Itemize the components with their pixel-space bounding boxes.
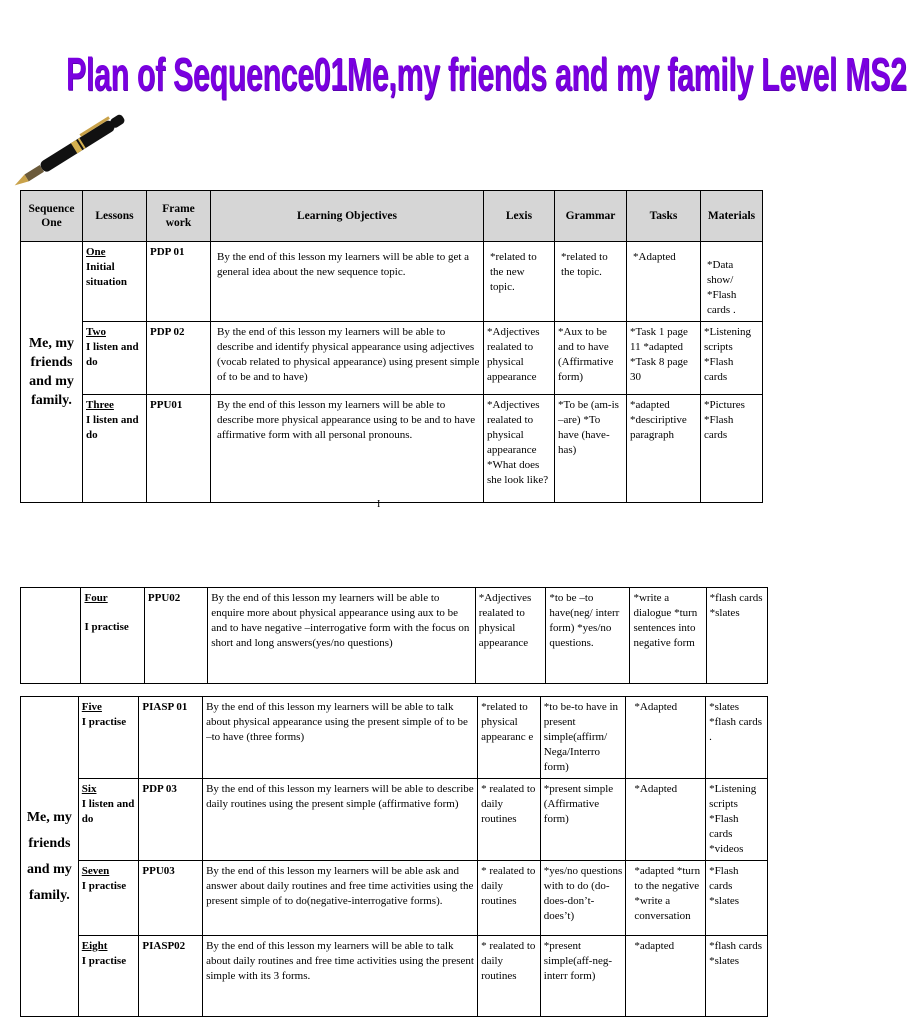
header-materials: Materials xyxy=(701,191,763,242)
table-row xyxy=(21,588,768,684)
framework-cell: PIASP02 xyxy=(139,936,203,1017)
table-row xyxy=(21,779,768,861)
materials-cell: *Listening scripts *Flash cards *videos xyxy=(706,779,768,861)
materials-cell: *flash cards *slates xyxy=(706,936,768,1017)
materials-cell: *Flash cards *slates xyxy=(706,861,768,936)
fountain-pen-icon xyxy=(14,104,142,190)
tasks-cell: *Task 1 page 11 *adapted *Task 8 page 30 xyxy=(627,322,701,395)
objective-cell: By the end of this lesson my learners will be able to talk about daily routines and free time activities using the present simple with its 3 forms. xyxy=(203,936,478,1017)
materials-cell: *Data show/ *Flash cards . xyxy=(701,242,763,322)
lesson-cell xyxy=(78,861,139,936)
lexis-cell: * realated to daily routines xyxy=(478,936,541,1017)
lesson-cell xyxy=(83,395,147,503)
materials-cell: *slates *flash cards . xyxy=(706,697,768,779)
lesson-number: Seven xyxy=(81,865,110,877)
lesson-title: I listen and do xyxy=(86,414,139,441)
tasks-cell: *Adapted xyxy=(626,697,706,779)
lesson-title: I listen and do xyxy=(86,341,139,368)
grammar-cell: *related to the topic. xyxy=(555,242,627,322)
grammar-cell: *To be (am-is –are) *To have (have-has) xyxy=(555,395,627,503)
grammar-cell: *to be-to have in present simple(affirm/ Nega/Interro form) xyxy=(540,697,626,779)
grammar-cell: *Aux to be and to have (Affirmative form) xyxy=(555,322,627,395)
materials-cell: *flash cards *slates xyxy=(706,588,767,684)
lesson-number: One xyxy=(86,246,106,258)
lesson-title: Initial situation xyxy=(86,261,127,288)
table-row xyxy=(21,936,768,1017)
header-tasks: Tasks xyxy=(627,191,701,242)
lesson-cell xyxy=(78,697,139,779)
table-row xyxy=(21,322,763,395)
tasks-cell: *write a dialogue *turn sentences into negative form xyxy=(630,588,706,684)
lesson-cell xyxy=(78,779,139,861)
objective-cell: By the end of this lesson my learners will be able ask and answer about daily routines and free time activities using the present simple of to do(negative-interrogative forms). xyxy=(203,861,478,936)
lexis-cell: *related to physical appearanc e xyxy=(478,697,541,779)
framework-cell: PIASP 01 xyxy=(139,697,203,779)
lesson-title: I listen and do xyxy=(81,798,135,825)
lesson-number: Two xyxy=(86,326,106,338)
lesson-cell xyxy=(81,588,144,684)
page-title: Plan of Sequence01Me,my friends and my family Level MS2 xyxy=(66,48,907,100)
objective-cell: By the end of this lesson my learners will be able to talk about physical appearance using the present simple of to be –to have (three forms) xyxy=(203,697,478,779)
lexis-cell: * realated to daily routines xyxy=(478,779,541,861)
table-row xyxy=(21,395,763,503)
lesson-plan-table-3 xyxy=(20,696,768,1017)
sequence-label: Me, my friends and my family. xyxy=(21,242,83,503)
materials-cell: *Pictures *Flash cards xyxy=(701,395,763,503)
lesson-number: Three xyxy=(86,399,114,411)
lexis-cell: *Adjectives realated to physical appearance *What does she look like? xyxy=(484,395,555,503)
page-marker: I xyxy=(377,499,381,510)
tasks-cell: *Adapted xyxy=(627,242,701,322)
objective-cell: By the end of this lesson my learners will be able to get a general idea about the new sequence topic. xyxy=(211,242,484,322)
lexis-cell: *Adjectives realated to physical appearance xyxy=(484,322,555,395)
lesson-number: Four xyxy=(84,592,108,604)
grammar-cell: *to be –to have(neg/ interr form) *yes/no questions. xyxy=(546,588,630,684)
lesson-cell xyxy=(83,242,147,322)
framework-cell: PDP 01 xyxy=(147,242,211,322)
lesson-cell xyxy=(83,322,147,395)
lesson-number: Five xyxy=(81,701,102,713)
header-lexis: Lexis xyxy=(484,191,555,242)
tasks-cell: *Adapted xyxy=(626,779,706,861)
objective-cell: By the end of this lesson my learners will be able to describe daily routines using the present simple (affirmative form) xyxy=(203,779,478,861)
materials-cell: *Listening scripts *Flash cards xyxy=(701,322,763,395)
lesson-number: Six xyxy=(81,783,97,795)
lexis-cell: *Adjectives realated to physical appearance xyxy=(475,588,546,684)
grammar-cell: *present simple (Affirmative form) xyxy=(540,779,626,861)
lesson-plan-table-2 xyxy=(20,587,768,684)
framework-cell: PDP 03 xyxy=(139,779,203,861)
lesson-title: I practise xyxy=(84,621,129,633)
sequence-cell-empty xyxy=(21,588,81,684)
header-sequence: Sequence One xyxy=(21,191,83,242)
lesson-title: I practise xyxy=(81,955,127,967)
objective-cell: By the end of this lesson my learners will be able to enquire more about physical appearance using aux to be and to have negative –interrogative form with the focus on short and long answers(yes/no questions) xyxy=(208,588,475,684)
table-row xyxy=(21,861,768,936)
lesson-plan-table-1 xyxy=(20,190,763,503)
objective-cell: By the end of this lesson my learners will be able to describe more physical appearance using to be and to have affirmative form with all personal pronouns. xyxy=(211,395,484,503)
lexis-cell: *related to the new topic. xyxy=(484,242,555,322)
table-row xyxy=(21,242,763,322)
lesson-title: I practise xyxy=(81,716,127,728)
table-row xyxy=(21,697,768,779)
header-grammar: Grammar xyxy=(555,191,627,242)
lesson-title: I practise xyxy=(81,880,127,892)
tasks-cell: *adapted xyxy=(626,936,706,1017)
sequence-label xyxy=(21,697,79,1017)
header-framework: Frame work xyxy=(147,191,211,242)
header-lessons: Lessons xyxy=(83,191,147,242)
lesson-cell xyxy=(78,936,139,1017)
framework-cell: PPU01 xyxy=(147,395,211,503)
lesson-number: Eight xyxy=(81,940,108,952)
objective-cell: By the end of this lesson my learners will be able to describe and identify physical appearance using adjectives (vocab related to physical appearance) using present simple of to be and to have) xyxy=(211,322,484,395)
lexis-cell: * realated to daily routines xyxy=(478,861,541,936)
header-objectives: Learning Objectives xyxy=(211,191,484,242)
framework-cell: PPU03 xyxy=(139,861,203,936)
tasks-cell: *adapted *desciriptive paragraph xyxy=(627,395,701,503)
framework-cell: PPU02 xyxy=(144,588,207,684)
sequence-label-text: Me, my friends and my family. xyxy=(26,809,72,903)
framework-cell: PDP 02 xyxy=(147,322,211,395)
tasks-cell: *adapted *turn to the negative *write a conversation xyxy=(626,861,706,936)
table-header-row xyxy=(21,191,763,242)
grammar-cell: *present simple(aff-neg-interr form) xyxy=(540,936,626,1017)
grammar-cell: *yes/no questions with to do (do-does-don’t-does’t) xyxy=(540,861,626,936)
